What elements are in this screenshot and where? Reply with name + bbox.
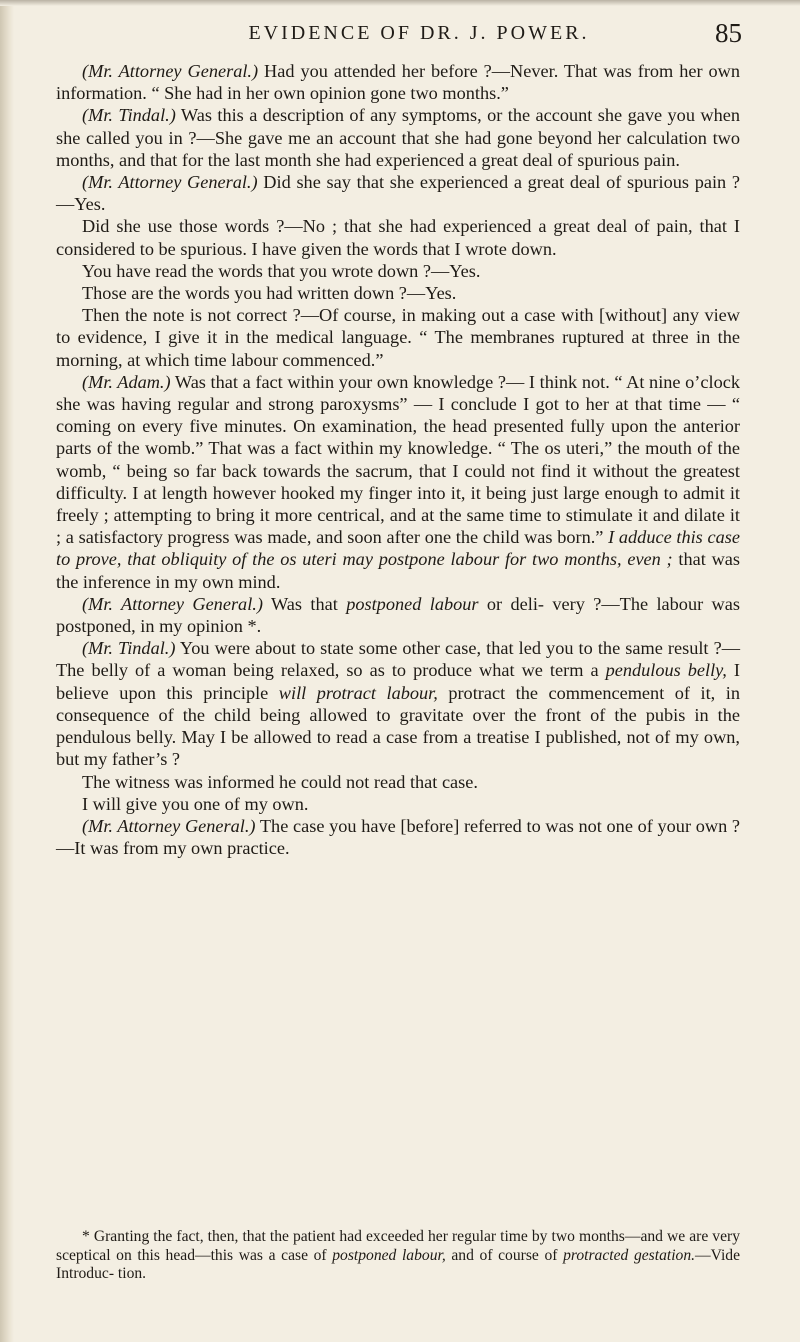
text-run: The case you have [before] referred to was not one of your own ?—It was from my own practice. xyxy=(56,815,741,859)
text-run: —Vide Introduc- tion. xyxy=(56,1246,740,1282)
text-run: You were about to state some other case, that led you to the same result ?—The belly of a woman being relaxed, so as to produce what we term a xyxy=(56,638,740,681)
italic-text: postponed labour xyxy=(346,593,479,614)
italic-text: (Mr. Attorney General.) xyxy=(82,593,263,614)
text-run: * Granting the fact, then, that the patient had exceeded her regular time by two months—and we are very sceptical on this head—this was a case of xyxy=(56,1228,740,1264)
text-run: or deli- very ?—The labour was postponed, in my opinion *. xyxy=(56,593,740,637)
italic-text: pendulous belly, xyxy=(605,660,727,681)
footnote xyxy=(56,1228,740,1284)
text-run: Was this a description of any symptoms, or the account she gave you when she called you in ?—She gave me an account that she had gone beyond her calculation two months, and that for the last month she had experienced a great deal of spurious pain. xyxy=(56,105,740,170)
italic-text: postponed labour, xyxy=(332,1246,446,1264)
paragraph xyxy=(56,215,740,259)
text-run: You have read the words that you wrote down ?—Yes. xyxy=(82,260,481,281)
text-run: Was that xyxy=(262,593,347,614)
page-top-edge xyxy=(0,0,800,6)
text-run: that was the inference in my own mind. xyxy=(56,549,740,592)
running-head: EVIDENCE OF DR. J. POWER. xyxy=(248,22,590,44)
paragraph xyxy=(56,637,740,770)
text-run: Did she use those words ?—No ; that she had experienced a great deal of pain, that I considered to be spurious. I have given the words that I wrote down. xyxy=(56,216,740,259)
page-header xyxy=(96,18,742,54)
paragraph xyxy=(56,304,740,371)
text-run: The witness was informed he could not read that case. xyxy=(82,771,478,792)
paragraph xyxy=(56,282,740,304)
text-run: protract the commencement of it, in consequence of the child being allowed to gravitate over the front of the pubis in the pendulous belly. May I be allowed to read a case from a treatise I published, not of my own, but my father’s ? xyxy=(56,682,740,770)
text-run: Did she say that she experienced a great deal of spurious pain ?—Yes. xyxy=(56,172,741,215)
text-run: I will give you one of my own. xyxy=(82,793,309,814)
paragraph xyxy=(56,793,740,815)
text-run: and of course of xyxy=(445,1246,564,1264)
page-gutter-shadow xyxy=(0,0,14,1342)
paragraph xyxy=(56,815,740,859)
text-run: Was that a fact within your own knowledge ?— I think not. “ At nine o’clock she was having regular and strong paroxysms” — I conclude I got to her at that time — “ coming on every five minutes. On examination, the head presented fully upon the anterior parts of the womb.” That was a fact within my knowledge. “ The os uteri,” the mouth of the womb, “ being so far back towards the sacrum, that I could not find it without the greatest difficulty. I at length however hooked my finger into it, it being just large enough to admit it freely ; attempting to bring it more centrical, and at the same time to stimulate it and dilate it ; a satisfactory progress was made, and soon after one the child was born.” xyxy=(56,371,740,548)
text-run: Then the note is not correct ?—Of course, in making out a case with [without] any view to evidence, I give it in the medical language. “ The membranes ruptured at three in the morning, at which time labour commenced.” xyxy=(56,305,740,370)
text-run: Those are the words you had written down ?—Yes. xyxy=(82,283,457,304)
paragraph xyxy=(56,771,740,793)
paragraph xyxy=(56,60,740,104)
page-number: 85 xyxy=(715,18,742,48)
body-text xyxy=(56,60,740,859)
paragraph xyxy=(56,371,740,593)
text-run: I believe upon this principle xyxy=(56,660,740,703)
italic-text: protracted gestation. xyxy=(563,1246,696,1264)
paragraph xyxy=(56,593,740,637)
text-run: Had you attended her before ?—Never. That was from her own information. “ She had in her own opinion gone two months.” xyxy=(56,61,741,104)
paragraph xyxy=(56,104,740,171)
italic-text: (Mr. Adam.) xyxy=(82,371,171,392)
footnote-paragraph xyxy=(56,1228,740,1284)
italic-text: (Mr. Attorney General.) xyxy=(82,61,259,81)
italic-text: will protract labour, xyxy=(278,682,438,703)
italic-text: I adduce this case to prove, that obliquity of the os uteri may postpone labour for two months, even ; xyxy=(56,527,740,570)
italic-text: (Mr. Tindal.) xyxy=(82,105,176,126)
italic-text: (Mr. Attorney General.) xyxy=(82,815,256,836)
italic-text: (Mr. Tindal.) xyxy=(82,638,176,659)
paragraph xyxy=(56,260,740,282)
paragraph xyxy=(56,171,740,215)
italic-text: (Mr. Attorney General.) xyxy=(82,172,258,193)
